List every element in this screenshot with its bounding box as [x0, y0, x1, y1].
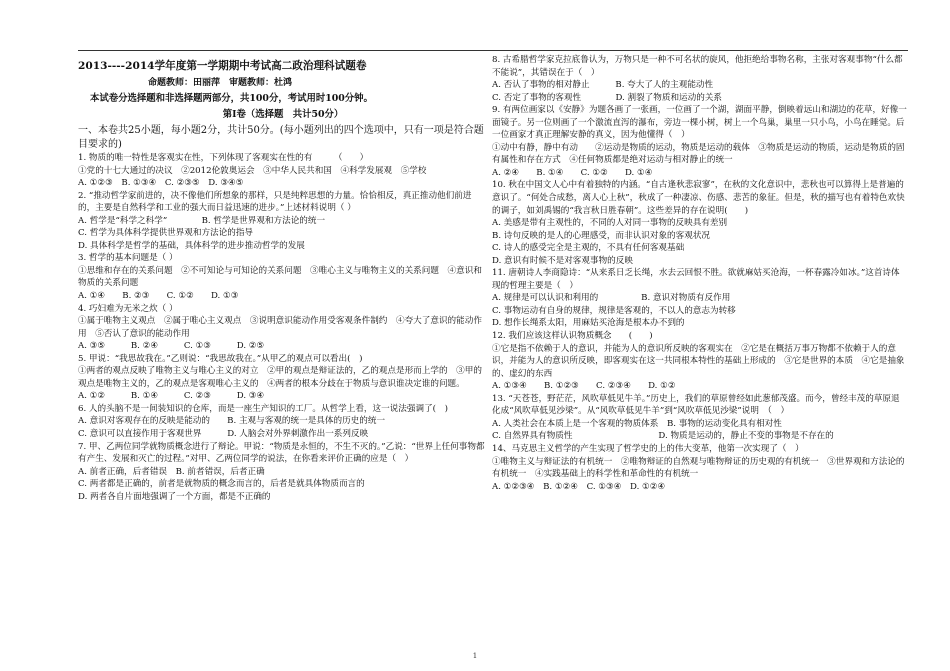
question-line: 11. 唐朝诗人李商隐诗：“从来系日乏长绳，水去云回恨不胜。欲就麻姑买沧海，一杯春露冷如冰。”这首诗体现的哲理主要是（ ）	[492, 268, 900, 291]
question-line: 13. “天苍苍，野茫茫，风吹草低见牛羊。”历史上，我们的草原曾经如此葱郁茂盛。而今，曾经丰茂的草原退化成“风吹草低见沙梁”。从“风吹草低见牛羊”到“风吹草低见沙梁”说明 （ ）	[492, 393, 900, 417]
question-line: 7. 甲、乙两位同学就物质概念进行了辩论。甲说：“物质是永恒的，不生不灭的。”乙说：“世界上任何事物都有产生、发展和灭亡的过程。”对甲、乙两位同学的说法，在你看来评价正确的应是（ ）	[78, 441, 485, 465]
question-line: 12. 我们应该这样认识物质概念 ( )	[492, 331, 653, 342]
header-rule	[78, 50, 908, 51]
question-line: A. 前者正确，后者错误 B. 前者错误，后者正确	[78, 466, 265, 477]
question-line: 10. 秋在中国文人心中有着独特的内涵。“自古逢秋悲寂寥”，在秋的文化意识中，悲秋也可以算得上是普遍的意识了。“何处合成愁，离人心上秋”，秋成了一种凄凉、伤感、悲苦的象征。但是，秋的描写也有着特色欢快的调子，如刘禹锡的“我言秋日胜春朝”。这些差异的存在说明( )	[492, 180, 905, 216]
question-line: 1. 物质的唯一特性是客观实在性，下列体现了客观实在性的有 （ ）	[78, 153, 369, 163]
question-line: 5. 甲说：“我思故我在。”乙则说：“我思故我在。”从甲乙的观点可以看出( )	[78, 353, 363, 364]
question-line: D. 意识有时候不是对客观事物的反映	[492, 255, 633, 266]
question-line: D. 想作长绳系太阳，用麻姑买沧海是根本办不到的	[492, 318, 685, 329]
question-line: A. ①③④ B. ①②③ C. ②③④ D. ①②	[492, 381, 676, 392]
question-line: C. 意识可以直接作用于客观世界 D. 人脑会对外界刺激作出一系列反映	[78, 429, 369, 440]
question-line: A. ②④ B. ①④ C. ①② D. ①④	[492, 167, 653, 178]
question-line: ①党的十七大通过的决议 ②2012伦敦奥运会 ③中华人民共和国 ④科学发展观 ⑤学校	[78, 165, 427, 176]
question-line: 9. 有两位画家以《安静》为题各画了一张画，一位画了一个湖，湖面平静，倒映着远山和湖边的花草，好像一面镜子。另一位则画了一个激流直泻的瀑布，旁边一棵小树，树上一个鸟巢，巢里一只小鸟，小鸟在睡觉。后一位画家才真正理解安静的真义，因为他懂得（ ）	[492, 105, 907, 141]
question-line: B. 诗句反映的是人的心理感受，而非认识对象的客观状况	[492, 230, 711, 241]
question-line: 4. 巧妇难为无米之炊（ ）	[78, 303, 178, 314]
right-column	[492, 54, 908, 493]
question-line: A. 哲学是“科学之科学” B. 哲学是世界观和方法论的统一	[78, 215, 326, 226]
question-line: ①唯物主义与辩证法的有机统一 ②唯物辩证的自然观与唯物辩证的历史观的有机统一 ③世界观和方法论的有机统一 ④实践基础上的科学性和革命性的有机统一	[492, 456, 905, 480]
page-number: 1	[472, 652, 478, 660]
question-line: ①属于唯物主义观点 ②属于唯心主义观点 ③说明意识能动作用受客观条件制约 ④夸大了意识的能动作用 ⑤否认了意识的能动作用	[78, 316, 482, 339]
question-line: A. ①④ B. ②③ C. ①② D. ①③	[78, 291, 239, 302]
question-line: A. ③⑤ B. ②④ C. ①③ D. ②⑤	[78, 341, 265, 352]
question-line: ①两者的观点反映了唯物主义与唯心主义的对立 ②甲的观点是辩证法的，乙的观点是形而上学的 ③甲的观点是唯物主义的，乙的观点是客观唯心主义的 ④两者的根本分歧在于物质与意识谁决定谁的问题。	[78, 366, 482, 389]
question-line: 14、马克思主义哲学的产生实现了哲学史的上的伟大变革，他第一次实现了（ ）	[492, 443, 804, 454]
question-line: D. 两者各自片面地强调了一个方面，都是不正确的	[78, 491, 271, 502]
question-line: 2. “推动哲学家前进的，决不像他们所想象的那样，只是纯粹思想的力量。恰恰相反，真正推动他们前进的，主要是自然科学和工业的强大而日益迅速的进步。”上述材料说明（ ）	[78, 190, 472, 214]
question-line: A. 美感是带有主观性的，不同的人对同一事物的反映具有差别	[492, 218, 728, 229]
exam-notice: 本试卷分选择题和非选择题两部分，共100分，考试用时100分钟。	[90, 93, 373, 104]
question-line: 6. 人的头脑不是一间装知识的仓库，而是一座生产知识的工厂。从哲学上看，这一说法强调了( )	[78, 403, 448, 414]
question-line: A. 意识对客观存在的反映是能动的 B. 主观与客观的统一是具体的历史的统一	[78, 416, 386, 427]
question-line: A. ①②③④ B. ①②④ C. ①③④ D. ①②④	[492, 481, 666, 492]
question-line: A. 人类社会在本质上是一个客观的物质体系 B. 事物的运动变化具有相对性	[492, 418, 782, 429]
question-line: A. 规律是可以认识和利用的 B. 意识对物质有反作用	[492, 293, 731, 304]
instructions: 一、本卷共25小题，每小题2分，共计50分。(每小题列出的四个选项中，只有一项是符合题目要求的)	[78, 125, 484, 150]
question-line: C. 自然界具有物质性 D. 物质是运动的，静止不变的事物是不存在的	[492, 431, 834, 442]
question-line: C. 否定了事物的客观性 D. 割裂了物质和运动的关系	[492, 92, 723, 103]
exam-title: 2013----2014学年度第一学期期中考试高二政治理科试题卷	[78, 60, 367, 72]
question-line: A. ①② B. ①④ C. ②③ D. ③④	[78, 391, 265, 402]
question-line: ①思维和存在的关系问题 ②不可知论与可知论的关系问题 ③唯心主义与唯物主义的关系问题 ④意识和物质的关系问题	[78, 265, 482, 289]
teacher-info: 命题教师：田丽萍 审题教师：杜鸿	[148, 78, 293, 88]
question-line: A. ①②③ B. ①③④ C. ②③⑤ D. ③④⑤	[78, 178, 244, 189]
question-line: C. 事物运动有自身的规律，规律是客观的，不以人的意志为转移	[492, 305, 736, 316]
question-line: 3. 哲学的基本问题是（ ）	[78, 253, 178, 264]
question-line: A. 否认了事物的相对静止 B. 夸大了人的主观能动性	[492, 80, 714, 91]
question-line: ①它是指不依赖于人的意识，并能为人的意识所反映的客观实在 ②它是在概括万事万物都不依赖于人的意识，并能为人的意识所反映，即客观实在这一共同根本特性的基础上形成的 ③它是世界的本质 ④它是抽象的、虚幻的东西	[492, 343, 905, 379]
question-line: ①动中有静，静中有动 ②运动是物质的运动，物质是运动的载体 ③物质是运动的物质，运动是物质的固有属性和存在方式 ④任何物质都是绝对运动与相对静止的统一	[492, 142, 905, 166]
question-line: D. 具体科学是哲学的基础，具体科学的进步推动哲学的发展	[78, 240, 305, 251]
question-line: 8. 古希腊哲学家克拉底鲁认为，万物只是一种不可名状的旋风，他拒绝给事物名称，主张对客观事物“什么都不能说”，其错误在于（ ）	[492, 55, 903, 78]
question-line: C. 哲学为具体科学提供世界观和方法论的指导	[78, 228, 254, 239]
question-line: C. 诗人的感受完全是主观的，不具有任何客观基础	[492, 243, 685, 254]
section-heading: 第Ⅰ卷（选择题 共计50分）	[222, 109, 344, 120]
question-line: C. 两者都是正确的，前者是就物质的概念而言的，后者是就具体物质而言的	[78, 479, 365, 490]
left-column	[78, 54, 488, 503]
